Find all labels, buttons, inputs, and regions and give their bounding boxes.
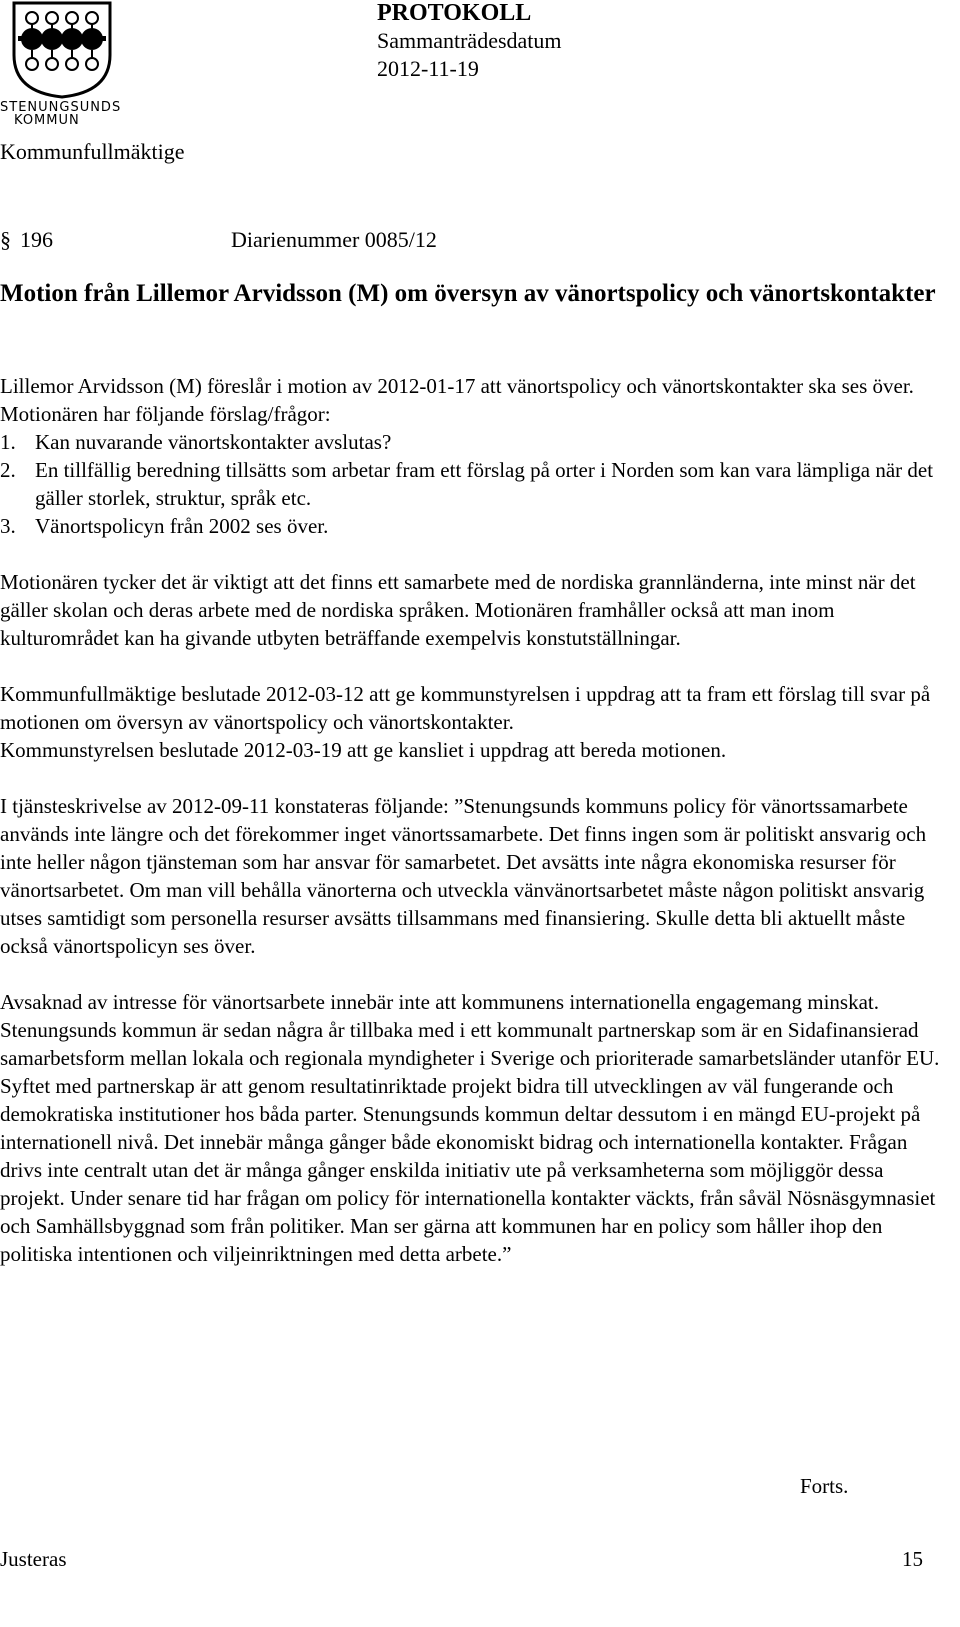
- page-number: 15: [902, 1547, 923, 1571]
- proposal-text: Kan nuvarande vänortskontakter avslutas?: [35, 430, 392, 454]
- document-header: [377, 0, 777, 83]
- body-paragraph: Kommunfullmäktige beslutade 2012-03-12 att ge kommunstyrelsen i uppdrag att ta fram ett förslag till svar på motionen om översyn av vänortspolicy och vänortskontakter.: [0, 682, 931, 734]
- proposals-heading: Motionären har följande förslag/frågor:: [0, 402, 331, 426]
- page-title: Motion från Lillemor Arvidsson (M) om översyn av vänortspolicy och vänortskontakter: [0, 280, 936, 307]
- section-number: 196: [20, 227, 53, 252]
- proposal-number: 3.: [0, 514, 16, 538]
- body-paragraph: Kommunstyrelsen beslutade 2012-03-19 att ge kansliet i uppdrag att bereda motionen.: [0, 738, 727, 762]
- body-paragraph: Motionären tycker det är viktigt att det finns ett samarbete med de nordiska grannländerna, inte minst när det gäller skolan och deras arbete med de nordiska språken. Motionären framhåller också att man inom kulturområdet kan ha givande utbyten beträffande exempelvis konstutställningar.: [0, 570, 916, 650]
- proposal-number: 1.: [0, 430, 16, 454]
- intro-paragraph: Lillemor Arvidsson (M) föreslår i motion av 2012-01-17 att vänortspolicy och vänortskontakter ska ses över.: [0, 374, 914, 398]
- meeting-date: 2012-11-19: [377, 56, 479, 81]
- logo-name-line2: KOMMUN: [14, 113, 80, 128]
- proposal-text: En tillfällig beredning tillsätts som arbetar fram ett förslag på orter i Norden som kan vara lämpliga när det gäller storlek, struktur, språk etc.: [35, 458, 934, 510]
- proposal-item: [0, 428, 945, 456]
- body-paragraph: I tjänsteskrivelse av 2012-09-11 konstateras följande: ”Stenungsunds kommuns policy för vänortssamarbete används inte längre och det förekommer inget vänortssamarbete. Det finns ingen som är politiskt ansvarig och inte heller någon tjänsteman som har ansvar för samarbetet. Det avsätts inte några ekonomiska resurser för vänortsarbetet. Om man vill behålla vänorterna och utveckla vänvänortsarbetet måste någon politiskt ansvarig utses samtidigt som personella resurser avsätts tillsammans med finansiering. Skulle detta bli aktuellt måste också vänortspolicyn ses över.: [0, 794, 927, 958]
- diary-number: Diarienummer 0085/12: [231, 227, 437, 252]
- meeting-date-label: Sammanträdesdatum: [377, 28, 562, 53]
- body-paragraph: Avsaknad av intresse för vänortsarbete innebär inte att kommunens internationella engagemang minskat. Stenungsunds kommun är sedan några år tillbaka med i ett kommunalt partnerskap som är en Sidafinansierad samarbetsform mellan lokala och regionala myndigheter i Sverige och prioriterade samarbetsländer utanför EU. Syftet med partnerskap är att genom resultatinriktade projekt bidra till utvecklingen av väl fungerande och demokratiska institutioner hos båda parter. Stenungsunds kommun deltar dessutom i en mängd EU-projekt på internationell nivå. Det innebär många gånger både ekonomiskt bidrag och internationella kontakter. Frågan drivs inte centralt utan det är många gånger enskilda initiativ ute på verksamheterna som möjliggör dessa projekt. Under senare tid har frågan om policy för internationella kontakter väckts, från såväl Nösnäsgymnasiet och Samhällsbyggnad som från politiker. Man ser gärna att kommunen har en policy som håller ihop den politiska intentionen och viljeinriktningen med detta arbete.”: [0, 990, 940, 1266]
- document-type: PROTOKOLL: [377, 0, 532, 26]
- section-line: [0, 225, 437, 255]
- justeras-label: Justeras: [0, 1547, 67, 1571]
- proposal-number: 2.: [0, 458, 16, 482]
- governing-body: Kommunfullmäktige: [0, 139, 185, 164]
- proposal-text: Vänortspolicyn från 2002 ses över.: [35, 514, 329, 538]
- coat-of-arms-icon: [0, 0, 118, 100]
- municipality-logo: [0, 0, 122, 132]
- section-sign: §: [0, 227, 11, 252]
- continued-marker: Forts.: [800, 1474, 849, 1498]
- document-body: [0, 372, 945, 1268]
- proposal-item: [0, 512, 945, 540]
- proposal-item: [0, 456, 945, 512]
- logo-name-line1: STENUNGSUNDS: [0, 100, 122, 115]
